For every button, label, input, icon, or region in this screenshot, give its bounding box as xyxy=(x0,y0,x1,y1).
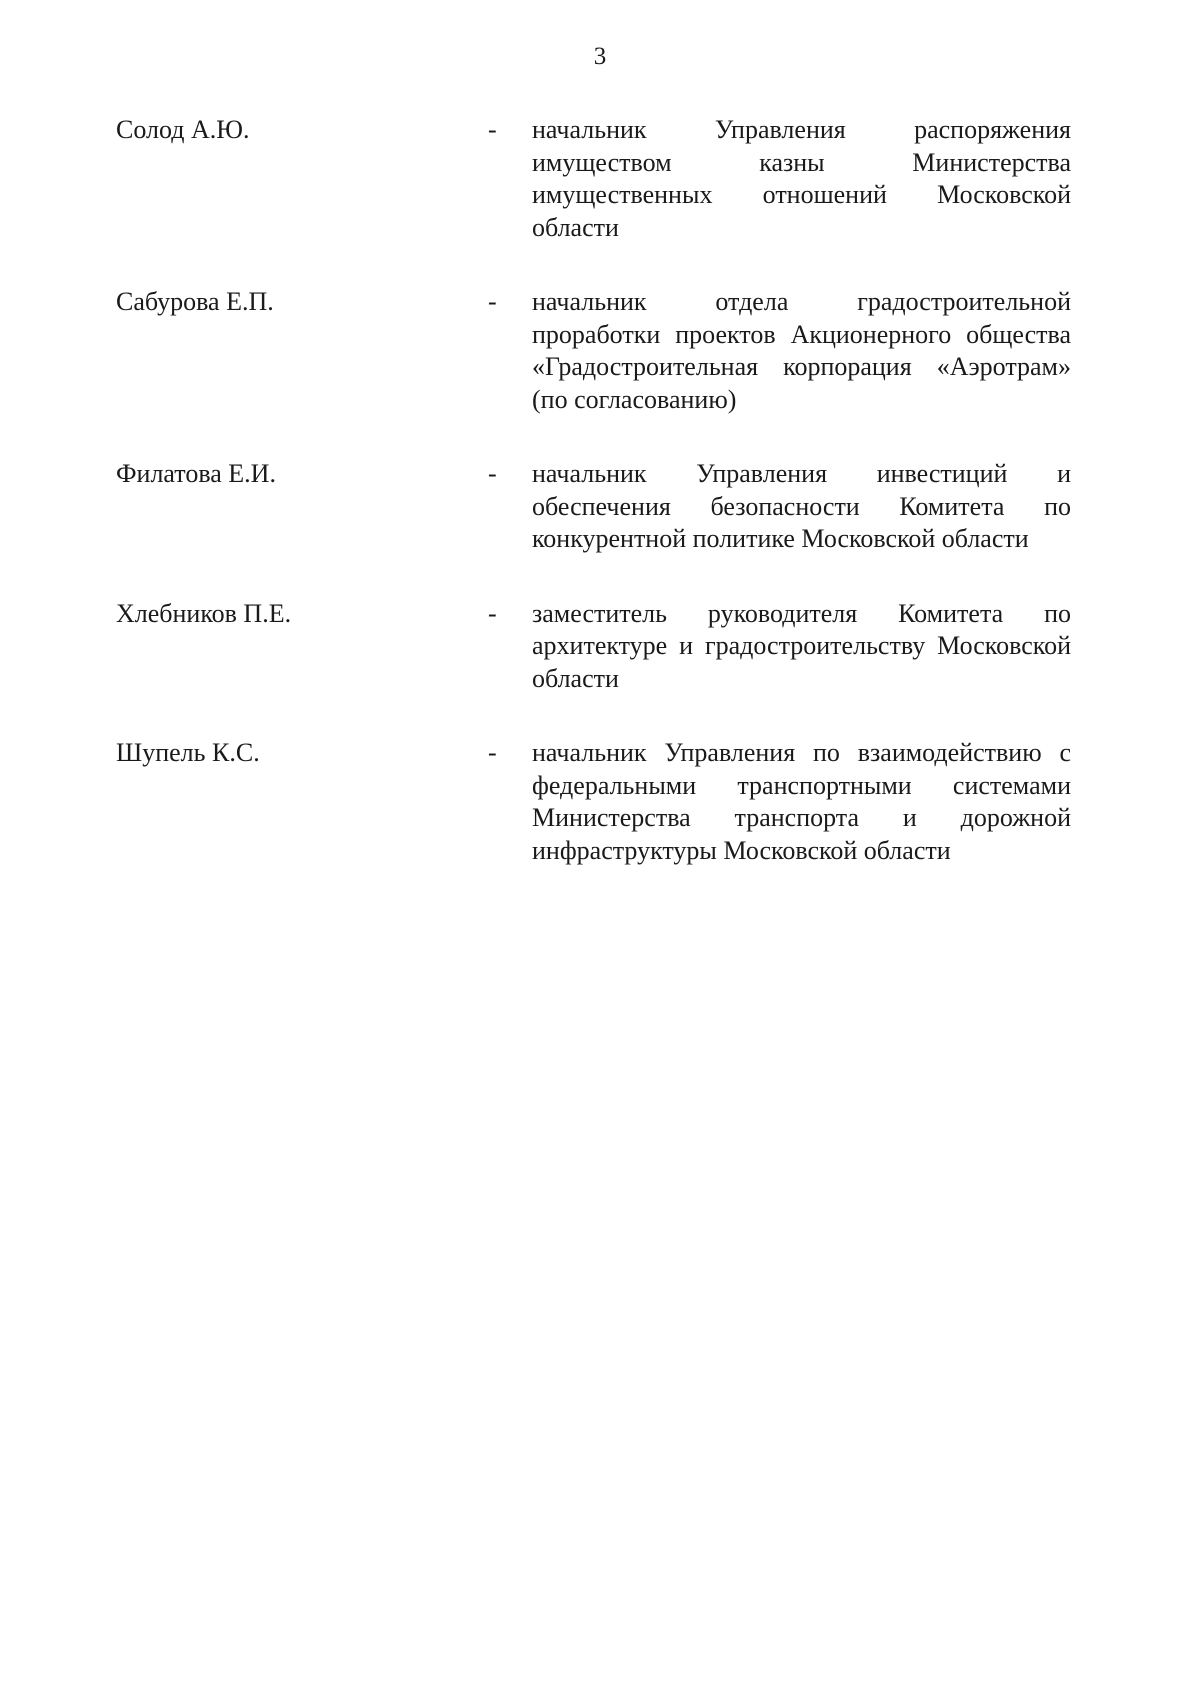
member-dash: - xyxy=(488,459,497,488)
member-name: Филатова Е.И. xyxy=(116,459,276,488)
member-name: Шупель К.С. xyxy=(116,738,260,767)
member-dash: - xyxy=(488,738,497,767)
member-dash: - xyxy=(488,287,497,316)
member-entry xyxy=(116,114,1071,244)
member-dash: - xyxy=(488,115,497,144)
member-position: начальник Управления инвестиций и обеспечения безопасности Комитета по конкурентной политике Московской области xyxy=(532,459,1071,553)
member-position: начальник отдела градостроительной проработки проектов Акционерного общества «Градостроительная корпорация «Аэротрам» (по согласованию) xyxy=(532,287,1071,414)
members-list xyxy=(116,114,1071,909)
member-entry xyxy=(116,598,1071,696)
page-number: 3 xyxy=(593,43,607,70)
member-dash: - xyxy=(488,598,497,628)
member-entry xyxy=(116,737,1071,867)
member-entry xyxy=(116,458,1071,556)
member-name: Хлебников П.Е. xyxy=(116,598,292,628)
member-position: начальник Управления по взаимодействию с федеральными транспортными системами Министерства транспорта и дорожной инфраструктуры Московской области xyxy=(532,738,1071,865)
member-position: заместитель руководителя Комитета по архитектуре и градостроительству Московской области xyxy=(532,598,1071,693)
member-position: начальник Управления распоряжения имуществом казны Министерства имущественных отношений Московской области xyxy=(532,115,1071,242)
member-entry xyxy=(116,286,1071,416)
member-name: Сабурова Е.П. xyxy=(116,287,274,316)
member-name: Солод А.Ю. xyxy=(116,115,250,144)
